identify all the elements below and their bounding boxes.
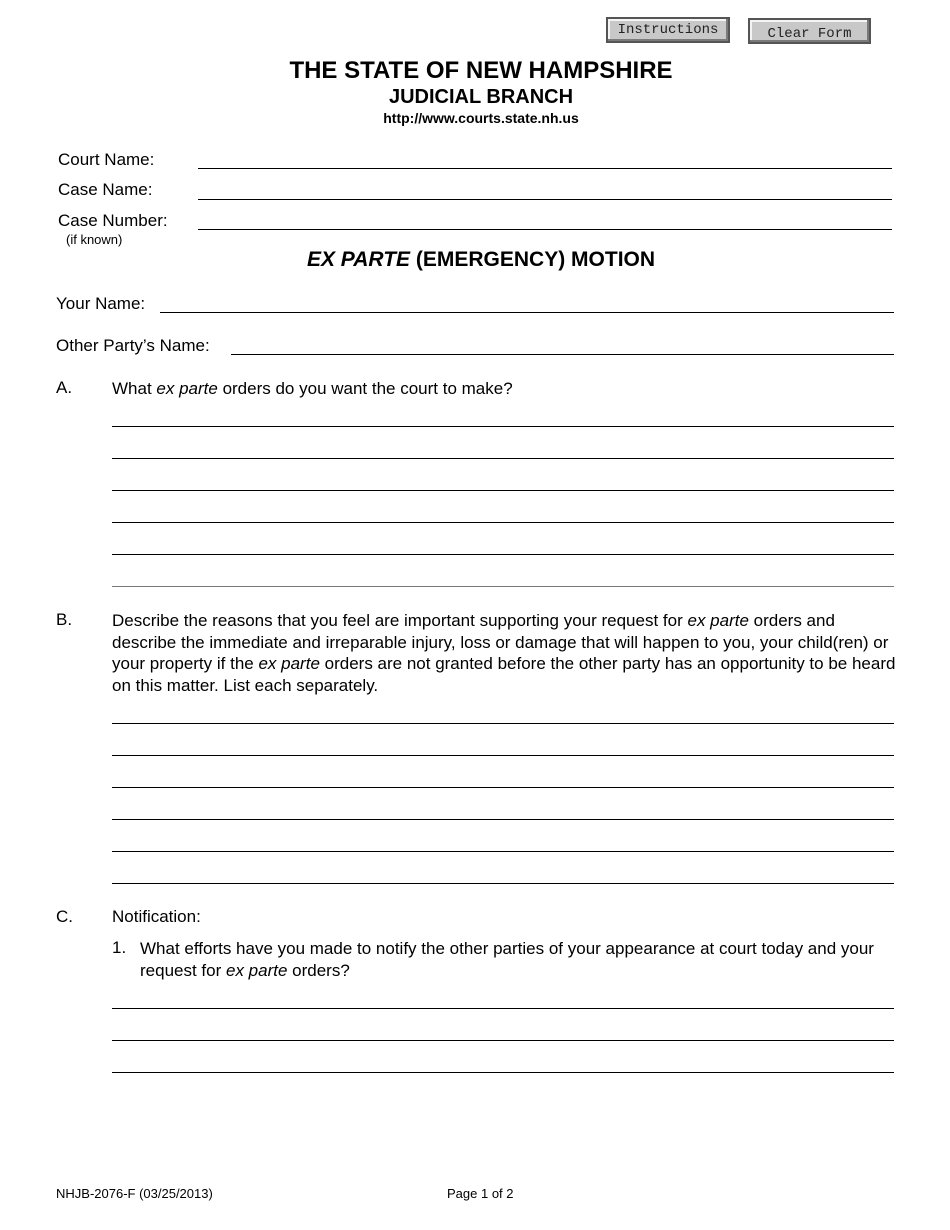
section-a-answer-line[interactable]: [112, 490, 894, 491]
state-title: THE STATE OF NEW HAMPSHIRE: [289, 57, 673, 84]
section-c-answer-line[interactable]: [112, 1072, 894, 1073]
case-number-field[interactable]: [198, 229, 892, 230]
clear-form-button[interactable]: Clear Form: [748, 18, 871, 44]
court-name-field[interactable]: [198, 168, 892, 169]
case-number-label: Case Number:: [58, 211, 168, 230]
section-b-answer-line[interactable]: [112, 851, 894, 852]
section-b-answer-line[interactable]: [112, 723, 894, 724]
branch-title: JUDICIAL BRANCH: [388, 86, 574, 108]
your-name-label: Your Name:: [56, 294, 146, 313]
section-a-answer-line[interactable]: [112, 522, 894, 523]
other-party-label: Other Party’s Name:: [56, 336, 210, 355]
section-a-answer-line[interactable]: [112, 554, 894, 555]
section-c-answer-line[interactable]: [112, 1040, 894, 1041]
page-number: Page 1 of 2: [447, 1186, 514, 1201]
court-name-label: Court Name:: [58, 150, 155, 169]
motion-title-rest: (EMERGENCY) MOTION: [410, 248, 656, 271]
if-known-note: (if known): [66, 232, 123, 247]
section-c-item-number: 1.: [112, 938, 127, 957]
section-a-answer-line[interactable]: [112, 426, 894, 427]
other-party-field[interactable]: [231, 354, 894, 355]
section-c-question: What efforts have you made to notify the other parties of your appearance at court today and your request for ex parte orders?: [140, 939, 874, 980]
form-id: NHJB-2076-F (03/25/2013): [56, 1186, 213, 1201]
case-name-field[interactable]: [198, 199, 892, 200]
section-a-question: What ex parte orders do you want the court to make?: [112, 379, 513, 398]
your-name-field[interactable]: [160, 312, 894, 313]
section-b-answer-line[interactable]: [112, 787, 894, 788]
section-b-answer-line[interactable]: [112, 819, 894, 820]
section-b-answer-line[interactable]: [112, 883, 894, 884]
section-c-answer-line[interactable]: [112, 1008, 894, 1009]
section-c-heading: Notification:: [112, 907, 201, 926]
court-url: http://www.courts.state.nh.us: [383, 110, 579, 126]
case-name-label: Case Name:: [58, 180, 153, 199]
section-a-letter: A.: [56, 378, 73, 397]
section-b-letter: B.: [56, 610, 73, 629]
motion-title-italic: EX PARTE: [306, 248, 411, 271]
section-a-answer-line[interactable]: [112, 586, 894, 587]
section-b-question: Describe the reasons that you feel are important supporting your request for ex parte orders and describe the immediate and irreparable injury, loss or damage that will happen to you, your child(ren) or your property if the ex parte orders are not granted before the other party has an opportunity to be heard on this matter. List each separately.: [112, 611, 896, 695]
instructions-button[interactable]: Instructions: [606, 17, 730, 43]
section-a-answer-line[interactable]: [112, 458, 894, 459]
section-b-answer-line[interactable]: [112, 755, 894, 756]
section-c-letter: C.: [56, 907, 73, 926]
motion-title: [0, 248, 950, 272]
